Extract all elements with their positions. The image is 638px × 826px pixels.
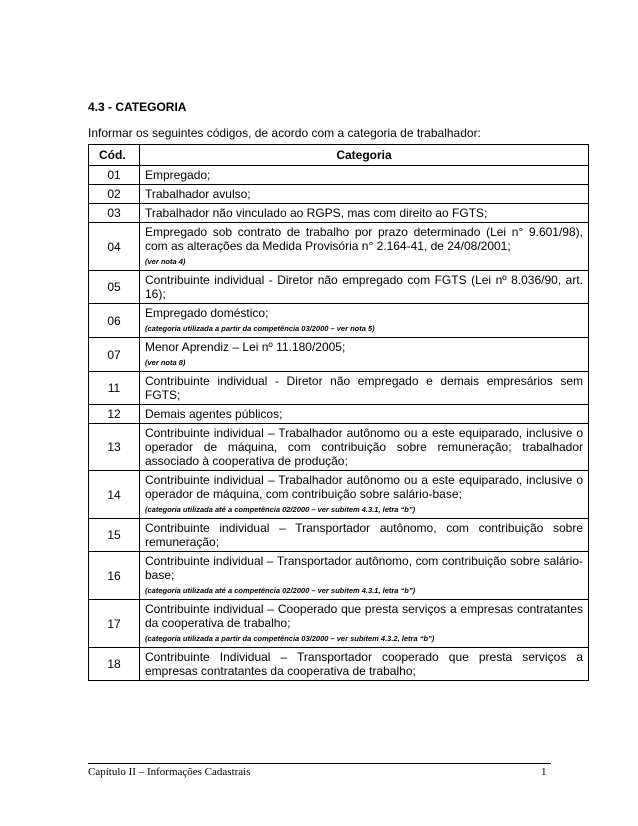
table-row: [89, 304, 589, 338]
row-code: 01: [89, 166, 140, 185]
row-category-text: Empregado doméstico;: [145, 306, 269, 320]
table-row: [89, 424, 589, 471]
row-category: [140, 166, 589, 185]
row-category-text: Contribuinte individual – Trabalhador autônomo ou a este equiparado, inclusive o operador de máquina, com contribuição sobre remuneração; trabalhador associado à cooperativa de produção;: [145, 426, 583, 468]
row-category-text: Contribuinte Individual – Transportador cooperado que presta serviços a empresas contratantes da cooperativa de trabalho;: [145, 650, 583, 678]
row-note: (categoria utilizada a partir da competência 03/2000 – ver subitem 4.3.2, letra “b”): [145, 634, 435, 643]
row-code: 13: [89, 424, 140, 471]
row-category: [140, 648, 589, 681]
row-category: [140, 405, 589, 424]
row-category: [140, 304, 589, 338]
table-row: [89, 223, 589, 271]
row-category: [140, 600, 589, 648]
row-category-text: Contribuinte individual - Diretor não empregado e demais empresários sem FGTS;: [145, 374, 583, 402]
row-category: [140, 223, 589, 271]
table-row: [89, 204, 589, 223]
table-header-row: [89, 145, 589, 166]
footer-divider: [88, 763, 551, 764]
row-category-text: Demais agentes públicos;: [145, 407, 283, 421]
row-category-text: Menor Aprendiz – Lei nº 11.180/2005;: [145, 340, 346, 354]
row-code: 17: [89, 600, 140, 648]
footer-chapter: Capítulo II – Informações Cadastrais: [88, 766, 251, 778]
row-note: (ver nota 8): [145, 358, 186, 367]
table-row: [89, 648, 589, 681]
table-row: [89, 185, 589, 204]
table-row: [89, 405, 589, 424]
row-code: 15: [89, 519, 140, 552]
row-note: (categoria utilizada até a competência 02/2000 – ver subitem 4.3.1, letra “b”): [145, 505, 416, 514]
table-row: [89, 338, 589, 372]
row-note: (categoria utilizada até a competência 02/2000 – ver subitem 4.3.1, letra “b”): [145, 586, 416, 595]
row-category-text: Contribuinte individual - Diretor não empregado com FGTS (Lei nº 8.036/90, art. 16);: [145, 273, 583, 301]
section-intro: Informar os seguintes códigos, de acordo com a categoria de trabalhador:: [88, 126, 481, 140]
row-note: (ver nota 4): [145, 257, 186, 266]
row-code: 07: [89, 338, 140, 372]
row-category: [140, 271, 589, 304]
row-note: (categoria utilizada a partir da competência 03/2000 – ver nota 5): [145, 324, 375, 333]
row-category: [140, 424, 589, 471]
row-category: [140, 552, 589, 600]
row-category-text: Empregado sob contrato de trabalho por prazo determinado (Lei n° 9.601/98), com as alterações da Medida Provisória n° 2.164-41, de 24/08/2001;: [145, 225, 583, 253]
row-category: [140, 372, 589, 405]
header-code: Cód.: [89, 145, 140, 166]
row-code: 06: [89, 304, 140, 338]
row-code: 11: [89, 372, 140, 405]
table-row: [89, 271, 589, 304]
row-code: 03: [89, 204, 140, 223]
row-category-text: Contribuinte individual – Trabalhador autônomo ou a este equiparado, inclusive o operador de máquina, com contribuição sobre salário-base;: [145, 473, 583, 501]
footer-page-number: 1: [541, 766, 547, 778]
table-row: [89, 471, 589, 519]
category-table: [88, 144, 589, 681]
row-code: 16: [89, 552, 140, 600]
table-row: [89, 552, 589, 600]
row-category: [140, 519, 589, 552]
row-category-text: Trabalhador avulso;: [145, 187, 251, 201]
table-row: [89, 600, 589, 648]
section-title: 4.3 - CATEGORIA: [88, 100, 187, 114]
row-category: [140, 185, 589, 204]
row-category-text: Empregado;: [145, 168, 211, 182]
row-category: [140, 338, 589, 372]
row-code: 18: [89, 648, 140, 681]
row-category-text: Contribuinte individual – Cooperado que presta serviços a empresas contratantes da cooperativa de trabalho;: [145, 602, 583, 630]
table-row: [89, 372, 589, 405]
table-row: [89, 166, 589, 185]
row-code: 05: [89, 271, 140, 304]
row-category-text: Contribuinte individual – Transportador autônomo, com contribuição sobre remuneração;: [145, 521, 583, 549]
row-code: 14: [89, 471, 140, 519]
row-code: 04: [89, 223, 140, 271]
row-code: 02: [89, 185, 140, 204]
row-code: 12: [89, 405, 140, 424]
row-category: [140, 204, 589, 223]
table-row: [89, 519, 589, 552]
row-category: [140, 471, 589, 519]
row-category-text: Trabalhador não vinculado ao RGPS, mas com direito ao FGTS;: [145, 206, 488, 220]
header-category: Categoria: [140, 145, 589, 166]
row-category-text: Contribuinte individual – Transportador autônomo, com contribuição sobre salário-base;: [145, 554, 583, 582]
